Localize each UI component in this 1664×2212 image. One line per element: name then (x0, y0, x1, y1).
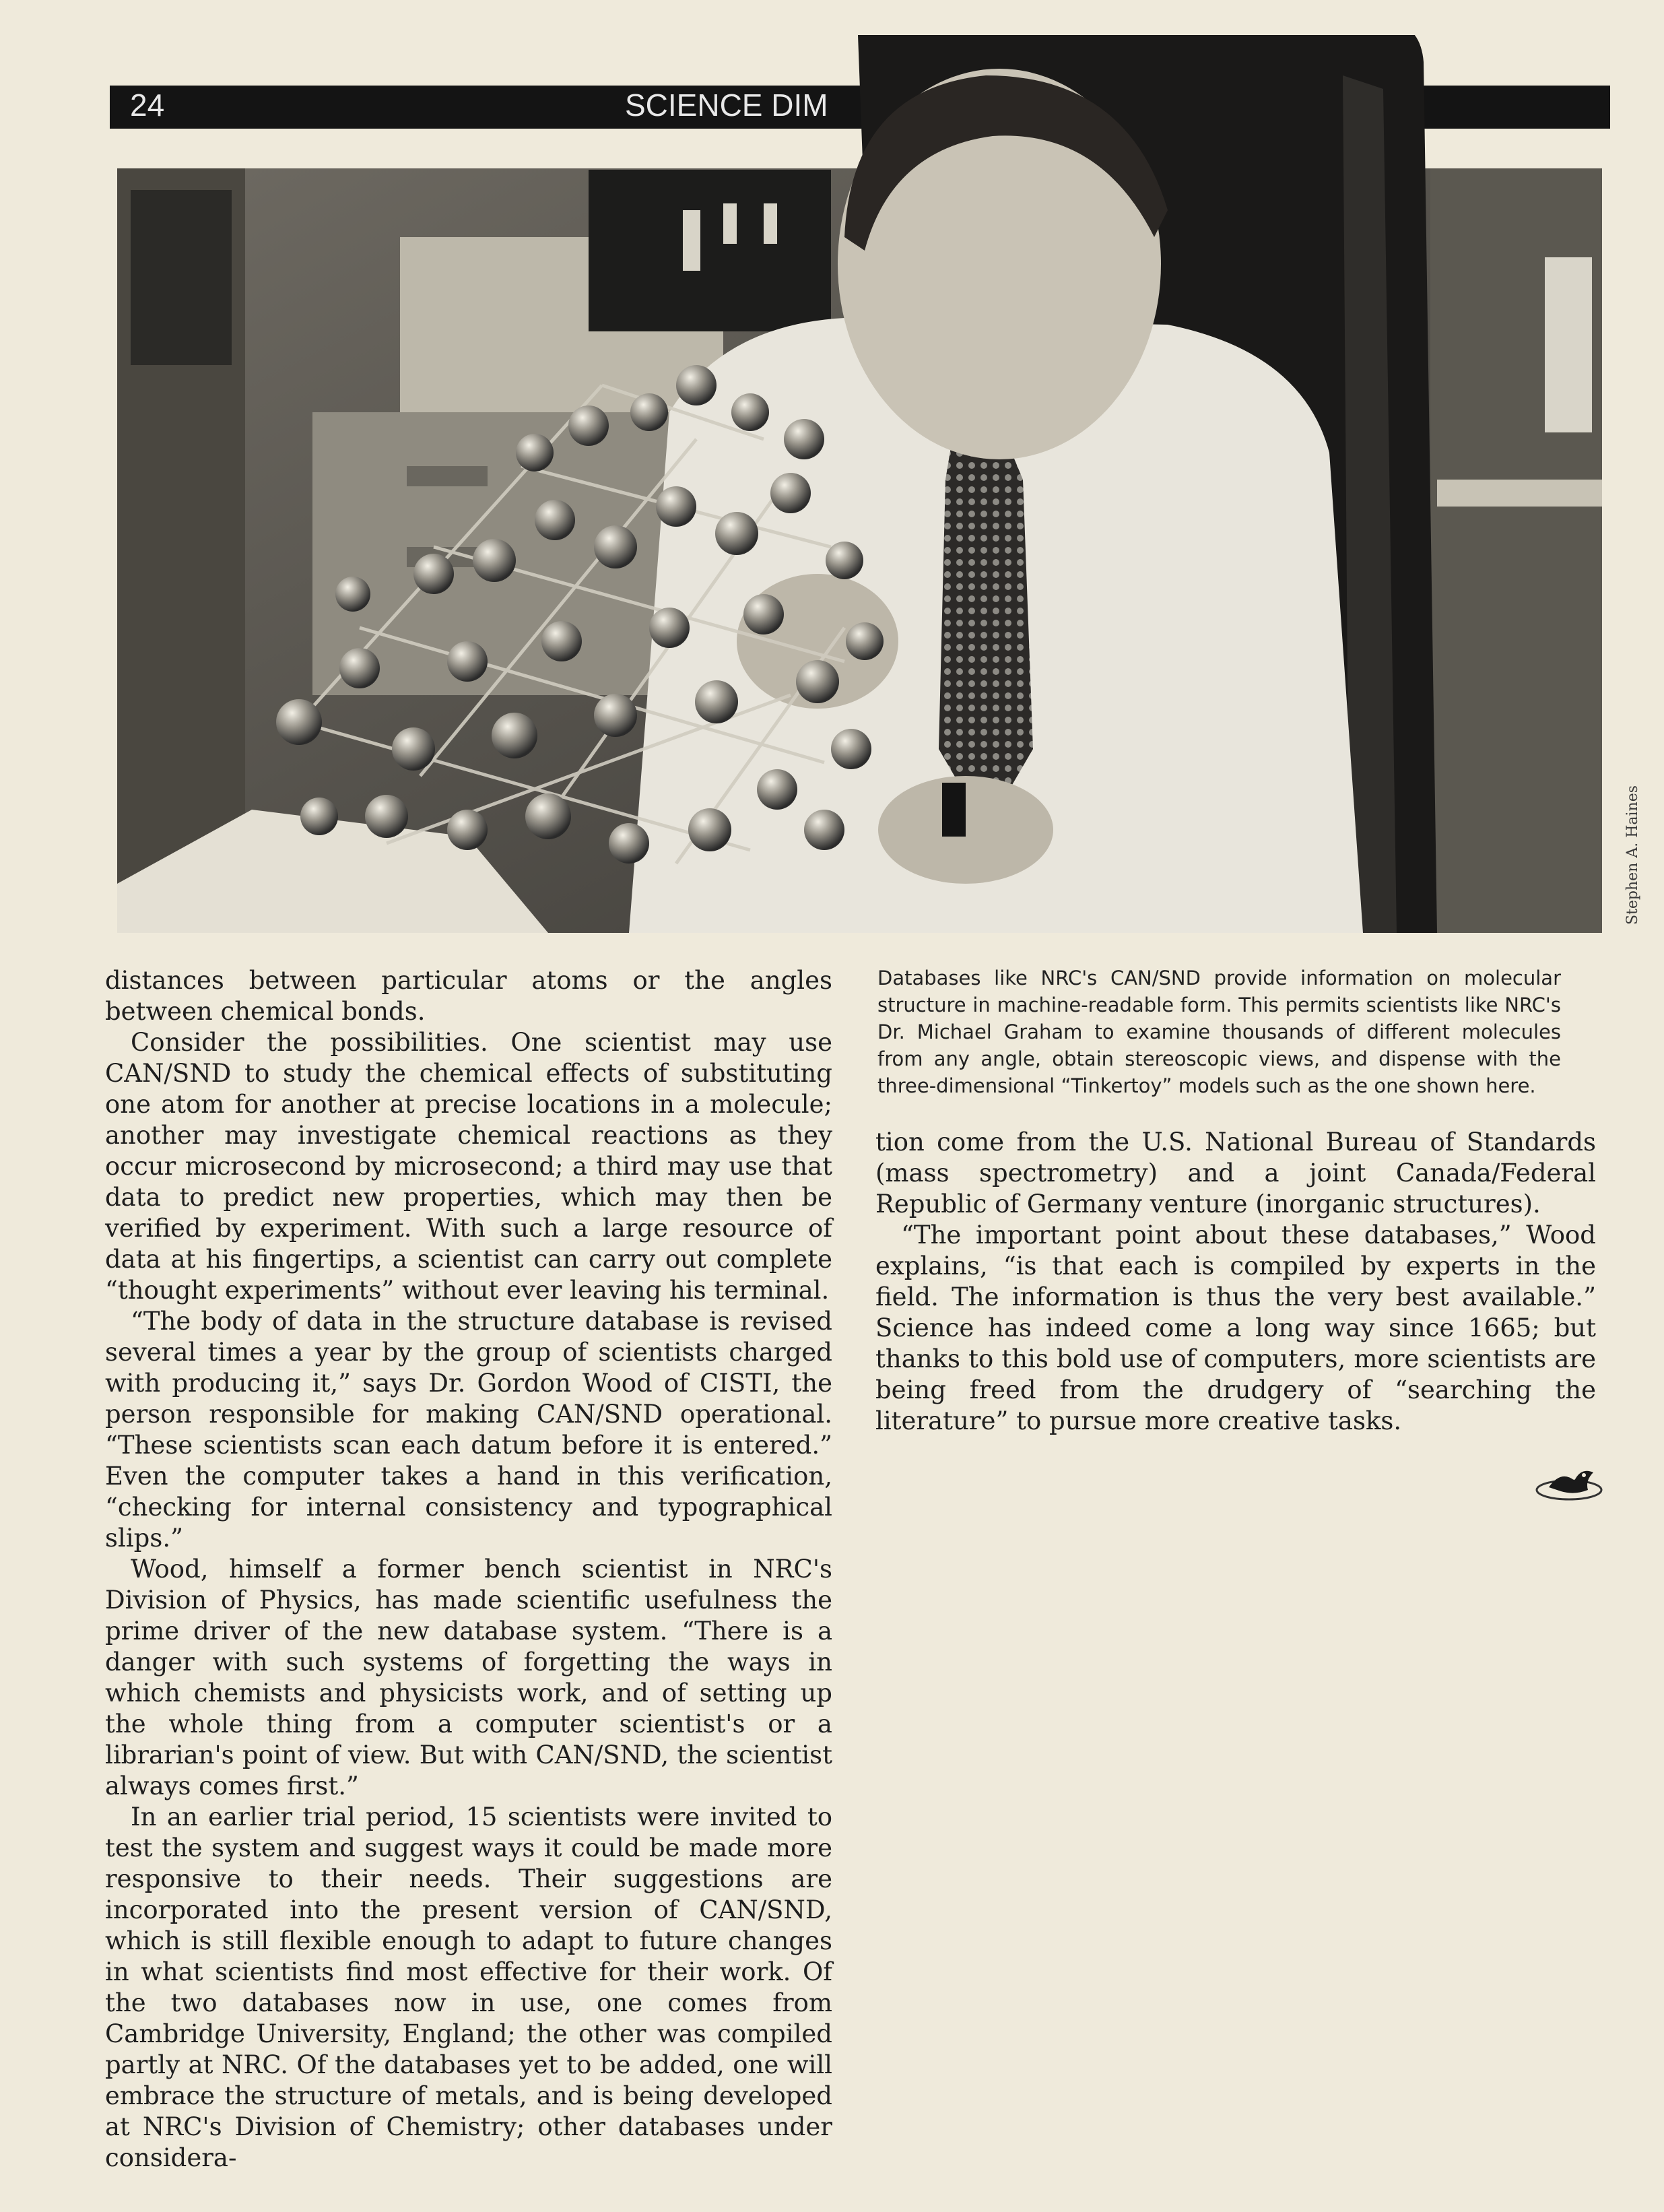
paragraph: In an earlier trial period, 15 scientists were invited to test the system and suggest ways it could be made more responsive to their needs. Their suggestions are incorporated into the present version of CAN/SND, which is still flexible enough to adapt to future changes in what scientists find most effective for their work. Of the two databases now in use, one comes from Cambridge University, England; the other was compiled partly at NRC. Of the databases yet to be added, one will embrace the structure of metals, and is being developed at NRC's Division of Chemistry; other databases under considera- (105, 1802, 832, 2172)
photo-credit: Stephen A. Haines (1624, 785, 1641, 925)
photo-caption: Databases like NRC's CAN/SND provide information on molecular structure in machine-readable form. This permits scientists like NRC's Dr. Michael Graham to examine thousands of different molecules from any angle, obtain stereoscopic views, and dispense with the three-dimensional “Tinkertoy” models such as the one shown here. (877, 967, 1561, 1097)
paragraph: tion come from the U.S. National Bureau of Standards (mass spectrometry) and a joint Canada/Federal Republic of Germany venture (inorganic structures). (875, 1128, 1596, 1218)
photo-scientist-with-molecular-model (117, 35, 1602, 933)
paragraph: distances between particular atoms or the angles between chemical bonds. (105, 966, 832, 1026)
section-title: SCIENCE DIM (625, 88, 828, 123)
right-column (875, 1127, 1596, 1437)
paragraph: Wood, himself a former bench scientist in NRC's Division of Physics, has made scientific usefulness the prime driver of the new database system. “There is a danger with such systems of forgetting the ways in which chemists and physicists work, and of setting up the whole thing from a computer scientist's or a librarian's point of view. But with CAN/SND, the scientist always comes first.” (105, 1555, 832, 1800)
paragraph: “The important point about these databases,” Wood explains, “is that each is compiled by experts in the field. The information is thus the very best available.” Science has indeed come a long way since 1665; but thanks to this bold use of computers, more scientists are being freed from the drudgery of “searching the literature” to pursue more creative tasks. (875, 1221, 1596, 1435)
end-of-article-bird-icon (1534, 1460, 1604, 1503)
left-column (105, 965, 832, 2174)
paragraph: “The body of data in the structure database is revised several times a year by the group of scientists charged with producing it,” says Dr. Gordon Wood of CISTI, the person responsible for making CAN/SND operational. “These scientists scan each datum before it is entered.” Even the computer takes a hand in this verification, “checking for internal consistency and typographical slips.” (105, 1307, 832, 1553)
page-number: 24 (130, 88, 165, 123)
paragraph: Consider the possibilities. One scientist may use CAN/SND to study the chemical effects of substituting one atom for another at precise locations in a molecule; another may investigate chemical reactions as they occur microsecond by microsecond; a third may use that data to predict new properties, which may then be verified by experiment. With such a large resource of data at his fingertips, a scientist can carry out complete “thought experiments” without ever leaving his terminal. (105, 1028, 832, 1305)
